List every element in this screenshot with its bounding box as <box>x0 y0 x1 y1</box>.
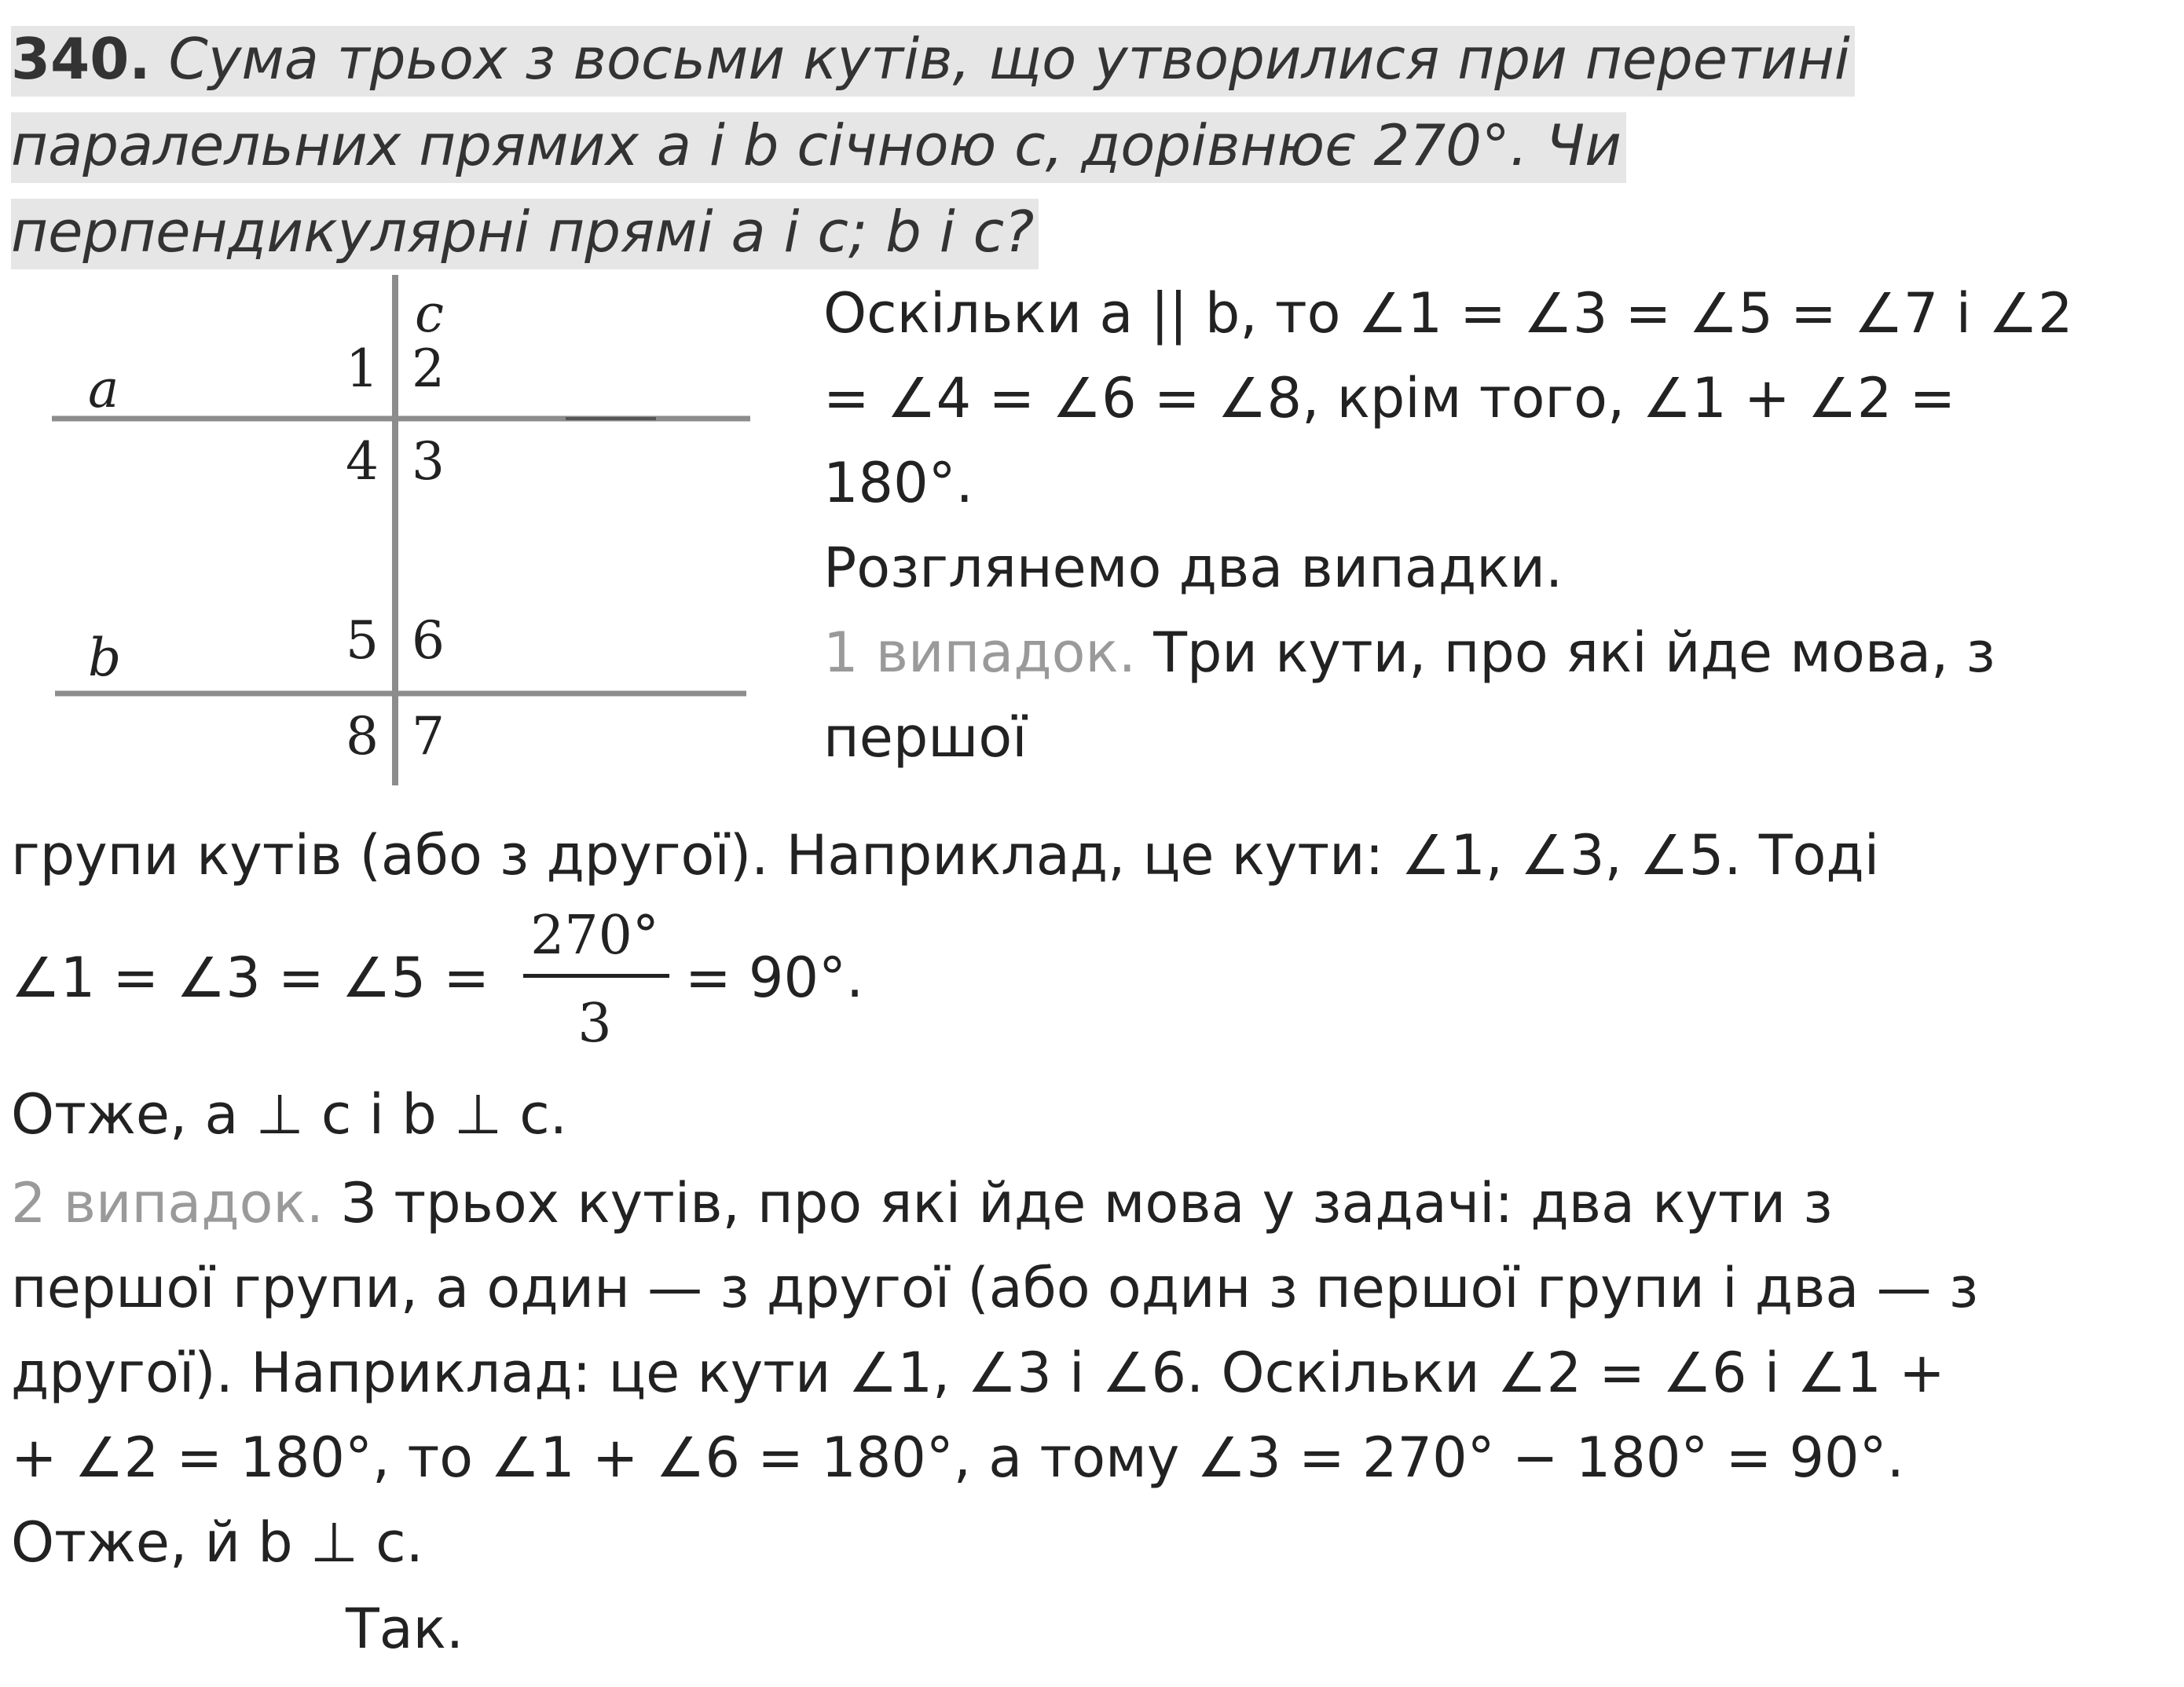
problem-line-3-wrap <box>11 199 1039 269</box>
case-2-line-2: першої групи, а один — з другої (або один з першої групи і два — з <box>11 1256 1979 1320</box>
angle-2-label: 2 <box>412 338 445 399</box>
fraction-lhs: ∠1 = ∠3 = ∠5 = <box>11 946 490 1010</box>
problem-line-2: паралельних прямих a і b січною c, дорівнює 270°. Чи <box>11 112 1622 178</box>
groups-line: групи кутів (або з другої). Наприклад, це кути: ∠1, ∠3, ∠5. Тоді <box>11 823 1880 887</box>
conclusion-1: Отже, a ⊥ c і b ⊥ c. <box>11 1082 567 1147</box>
angle-3-label: 3 <box>412 431 445 492</box>
answer: Так. <box>346 1597 464 1661</box>
problem-highlight <box>11 26 1855 97</box>
label-c: c <box>415 284 444 344</box>
angle-7-label: 7 <box>412 706 445 767</box>
problem-line-3: перпендикулярні прямі a і c; b і c? <box>11 199 1035 265</box>
label-a: a <box>88 359 119 419</box>
case-2-line <box>11 1161 2164 1246</box>
solution-line-3: 180°. <box>823 451 973 515</box>
problem-line-2-wrap <box>11 112 1626 183</box>
case-2-label: 2 випадок. <box>11 1171 324 1235</box>
case-1-label: 1 випадок. <box>823 620 1136 685</box>
problem-statement <box>11 16 1944 275</box>
case-1-text: Три кути, про які йде мова, з <box>1135 620 1995 685</box>
parallel-lines-figure <box>47 275 770 793</box>
angle-5-label: 5 <box>346 610 379 671</box>
fraction-denominator: 3 <box>577 993 612 1055</box>
label-b: b <box>88 628 122 688</box>
case-2-text: З трьох кутів, про які йде мова у задачі: два кути з <box>323 1171 1833 1235</box>
case-1-line <box>823 610 2151 695</box>
solution-line-4: Розглянемо два випадки. <box>823 536 1563 600</box>
angle-8-label: 8 <box>346 706 379 767</box>
solution-line-2: = ∠4 = ∠6 = ∠8, крім того, ∠1 + ∠2 = <box>823 366 1956 430</box>
solution-line-1: Оскільки a || b, то ∠1 = ∠3 = ∠5 = ∠7 і ∠2 <box>823 281 2073 346</box>
fraction-rhs: = 90°. <box>685 946 864 1010</box>
case-2-line-4: + ∠2 = 180°, то ∠1 + ∠6 = 180°, а тому ∠3 = 270° − 180° = 90°. <box>11 1425 1904 1490</box>
conclusion-2: Отже, й b ⊥ c. <box>11 1510 423 1575</box>
case-2-line-3: другої). Наприклад: це кути ∠1, ∠3 і ∠6. Оскільки ∠2 = ∠6 і ∠1 + <box>11 1341 1945 1405</box>
problem-line-1: Сума трьох з восьми кутів, що утворилися при перетині <box>168 26 1850 92</box>
fraction-bar <box>523 974 669 978</box>
solution-intro <box>823 271 2151 780</box>
angle-1-label: 1 <box>346 338 379 399</box>
angle-6-label: 6 <box>412 610 445 671</box>
fraction-numerator: 270° <box>530 905 659 967</box>
angle-4-label: 4 <box>346 431 379 492</box>
problem-number: 340. <box>11 26 151 92</box>
case-1-continuation: першої <box>823 705 1028 770</box>
